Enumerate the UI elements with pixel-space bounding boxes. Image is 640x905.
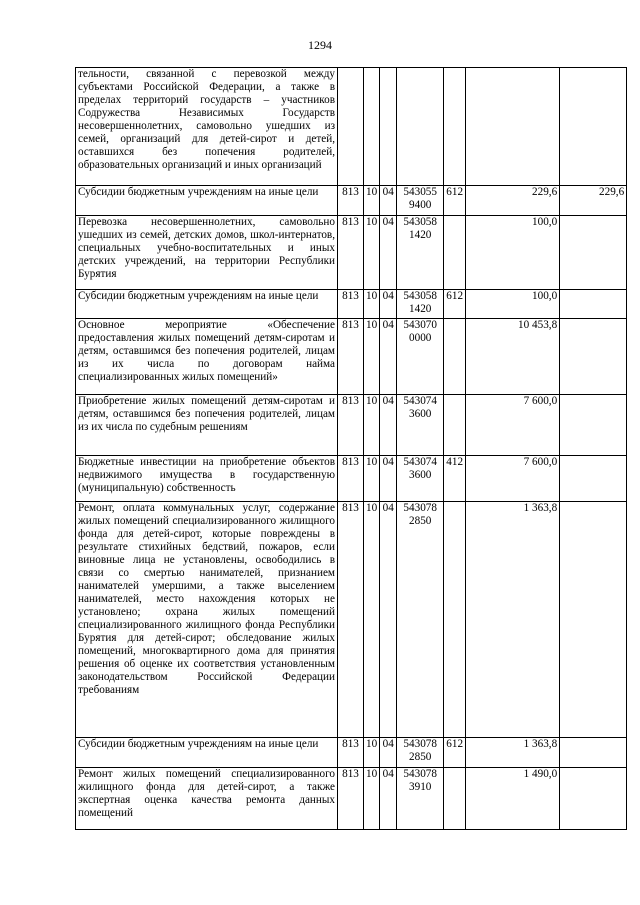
table-row: [76, 290, 627, 319]
row-target-code: 543074 3600: [397, 395, 444, 456]
row-subsection-code: [380, 68, 397, 186]
row-expense-code: [444, 68, 466, 186]
row-target-code: 543058 1420: [397, 290, 444, 319]
row-amount-1: 229,6: [466, 186, 560, 216]
row-ministry-code: 813: [338, 395, 364, 456]
row-amount-2: [560, 216, 627, 290]
row-subsection-code: 04: [380, 319, 397, 395]
row-target-code: [397, 68, 444, 186]
row-target-code: 543055 9400: [397, 186, 444, 216]
row-amount-2: [560, 68, 627, 186]
table-row: [76, 186, 627, 216]
row-ministry-code: 813: [338, 290, 364, 319]
row-name: Бюджетные инвестиции на приобретение объектов недвижимого имущества в государственную (муниципальную) собственность: [76, 456, 338, 502]
row-expense-code: [444, 395, 466, 456]
budget-table: [75, 67, 627, 830]
row-ministry-code: 813: [338, 502, 364, 738]
row-expense-code: 612: [444, 290, 466, 319]
row-subsection-code: 04: [380, 186, 397, 216]
row-section-code: 10: [364, 395, 380, 456]
row-amount-2: [560, 738, 627, 768]
row-expense-code: 412: [444, 456, 466, 502]
row-name: Ремонт, оплата коммунальных услуг, содержание жилых помещений специализированного жилищного фонда для детей-сирот, которые повреждены в результате стихийных бедствий, пожаров, если виновные лица не установлены, освободились в связи со смертью нанимателей, признанием нанимателей умершими, а также выселением нанимателей, место нахождения которых не установлено; охрана жилых помещений специализированного жилищного фонда Республики Бурятия для детей-сирот; обследование жилых помещений, многоквартирного дома для принятия решения об оценке их соответствия установленным законодательством Российской Федерации требованиям: [76, 502, 338, 738]
row-expense-code: [444, 502, 466, 738]
row-expense-code: 612: [444, 738, 466, 768]
row-subsection-code: 04: [380, 738, 397, 768]
row-amount-2: [560, 456, 627, 502]
row-amount-1: 1 363,8: [466, 738, 560, 768]
row-section-code: 10: [364, 186, 380, 216]
row-section-code: [364, 68, 380, 186]
row-amount-1: 1 363,8: [466, 502, 560, 738]
row-ministry-code: 813: [338, 768, 364, 830]
row-amount-1: 10 453,8: [466, 319, 560, 395]
row-target-code: 543078 3910: [397, 768, 444, 830]
row-ministry-code: 813: [338, 186, 364, 216]
row-section-code: 10: [364, 290, 380, 319]
row-name: Субсидии бюджетным учреждениям на иные цели: [76, 186, 338, 216]
row-ministry-code: 813: [338, 216, 364, 290]
row-ministry-code: 813: [338, 456, 364, 502]
table-row: [76, 319, 627, 395]
row-ministry-code: [338, 68, 364, 186]
row-expense-code: [444, 768, 466, 830]
row-subsection-code: 04: [380, 290, 397, 319]
row-subsection-code: 04: [380, 456, 397, 502]
row-target-code: 543070 0000: [397, 319, 444, 395]
row-target-code: 543058 1420: [397, 216, 444, 290]
row-expense-code: [444, 216, 466, 290]
row-name: Ремонт жилых помещений специализированного жилищного фонда для детей-сирот, а также экспертная оценка качества ремонта данных помещений: [76, 768, 338, 830]
row-amount-1: 7 600,0: [466, 395, 560, 456]
row-amount-2: [560, 395, 627, 456]
row-subsection-code: 04: [380, 502, 397, 738]
row-amount-1: 100,0: [466, 290, 560, 319]
row-name: Перевозка несовершеннолетних, самовольно ушедших из семей, детских домов, школ-интернатов, специальных учебно-воспитательных и иных детских учреждений, на территории Республики Бурятия: [76, 216, 338, 290]
row-amount-2: [560, 319, 627, 395]
row-amount-1: 7 600,0: [466, 456, 560, 502]
table-row: [76, 738, 627, 768]
row-expense-code: [444, 319, 466, 395]
row-subsection-code: 04: [380, 216, 397, 290]
table-row: [76, 768, 627, 830]
row-subsection-code: 04: [380, 768, 397, 830]
row-name: Субсидии бюджетным учреждениям на иные цели: [76, 738, 338, 768]
row-section-code: 10: [364, 319, 380, 395]
row-section-code: 10: [364, 216, 380, 290]
row-ministry-code: 813: [338, 319, 364, 395]
row-amount-1: [466, 68, 560, 186]
row-expense-code: 612: [444, 186, 466, 216]
row-amount-2: 229,6: [560, 186, 627, 216]
row-subsection-code: 04: [380, 395, 397, 456]
table-row: [76, 456, 627, 502]
row-section-code: 10: [364, 456, 380, 502]
row-name: Приобретение жилых помещений детям-сиротам и детям, оставшимся без попечения родителей, лицам из их числа по судебным решениям: [76, 395, 338, 456]
row-name: Субсидии бюджетным учреждениям на иные цели: [76, 290, 338, 319]
table-row: [76, 216, 627, 290]
page-number: 1294: [308, 38, 332, 52]
row-target-code: 543074 3600: [397, 456, 444, 502]
row-ministry-code: 813: [338, 738, 364, 768]
row-name: Основное мероприятие «Обеспечение предоставления жилых помещений детям-сиротам и детям, оставшимся без попечения родителей, лицам из их числа по договорам найма специализированных жилых помещений»: [76, 319, 338, 395]
row-section-code: 10: [364, 768, 380, 830]
table-row: [76, 68, 627, 186]
row-target-code: 543078 2850: [397, 738, 444, 768]
row-name: тельности, связанной с перевозкой между субъектами Российской Федерации, а также в пределах территорий государств – участников Содружества Независимых Государств несовершеннолетних, самовольно ушедших из семей, организаций для детей-сирот и детей, оставшихся без попечения родителей, образовательных организаций и иных организаций: [76, 68, 338, 186]
row-amount-1: 1 490,0: [466, 768, 560, 830]
table-row: [76, 502, 627, 738]
row-amount-1: 100,0: [466, 216, 560, 290]
row-amount-2: [560, 768, 627, 830]
row-amount-2: [560, 290, 627, 319]
row-target-code: 543078 2850: [397, 502, 444, 738]
table-row: [76, 395, 627, 456]
row-section-code: 10: [364, 738, 380, 768]
row-section-code: 10: [364, 502, 380, 738]
row-amount-2: [560, 502, 627, 738]
